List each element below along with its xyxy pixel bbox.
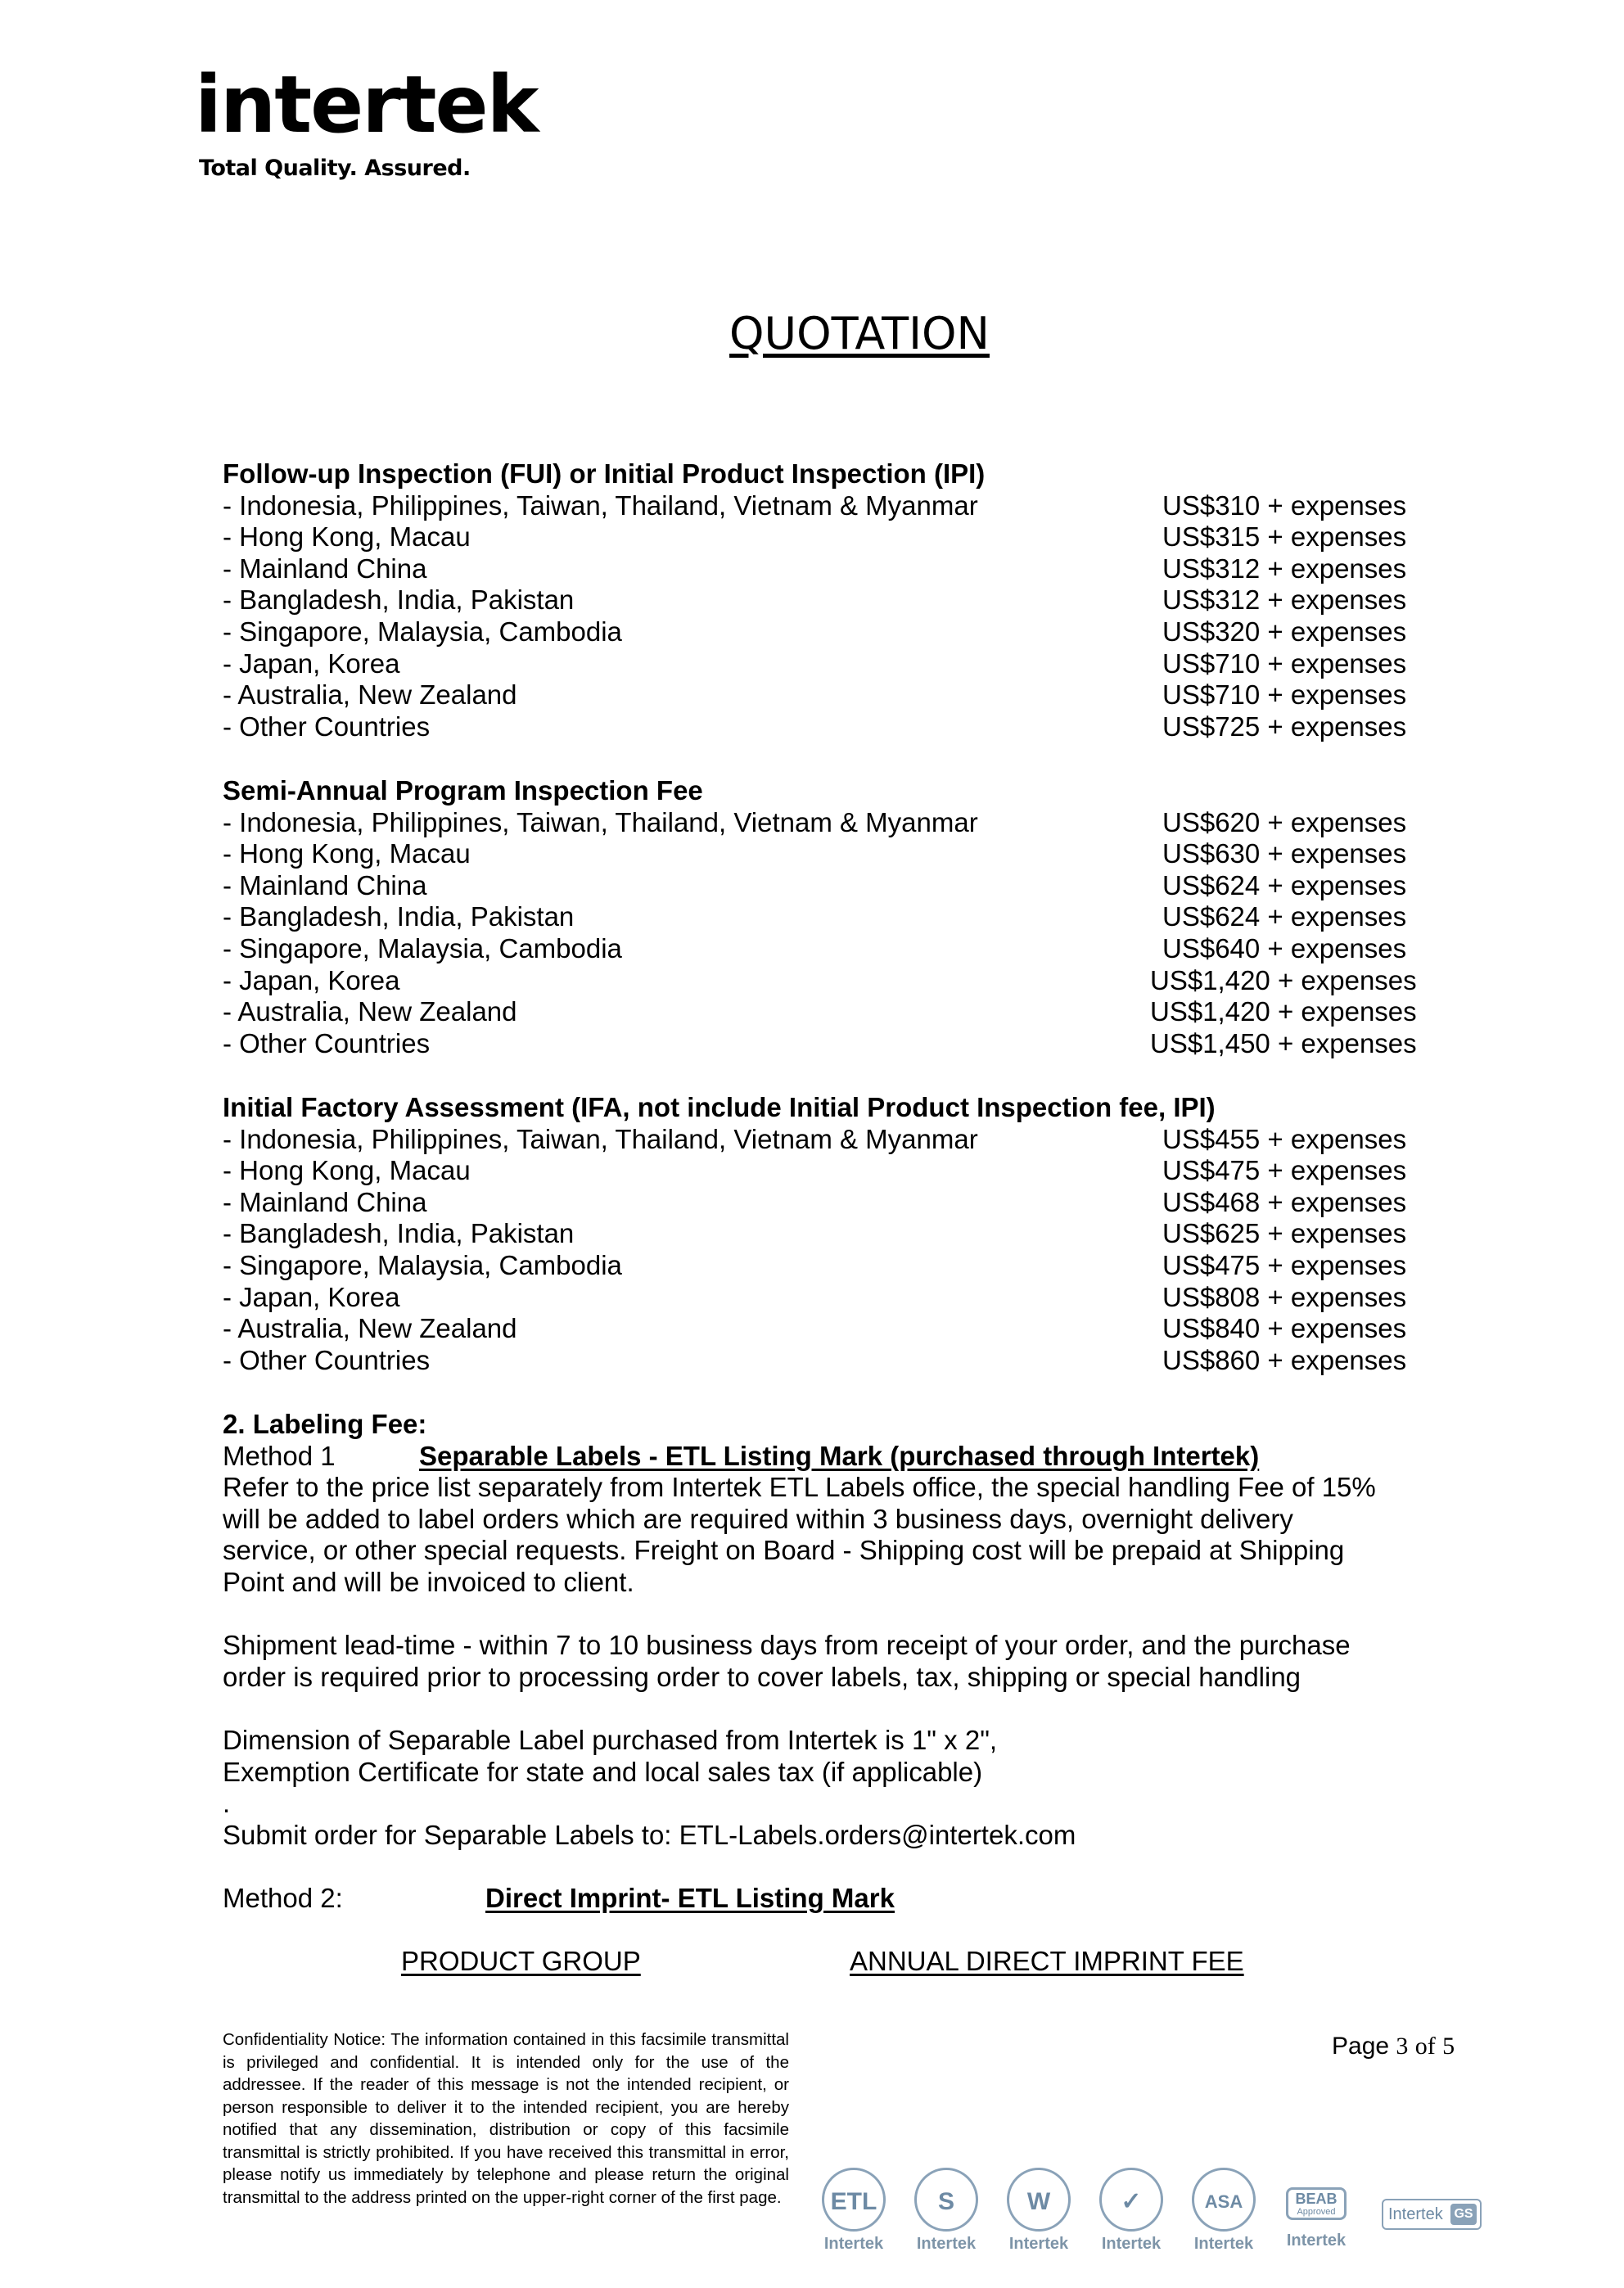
s-mark-icon: S bbox=[914, 2168, 978, 2232]
country-label: - Hong Kong, Macau bbox=[223, 1155, 471, 1186]
country-label: - Indonesia, Philippines, Taiwan, Thailand, Vietnam & Myanmar bbox=[223, 490, 978, 521]
price-value: US$1,450 + expenses bbox=[1150, 1027, 1417, 1058]
price-value: US$620 + expenses bbox=[1162, 806, 1407, 837]
table-row bbox=[223, 996, 1434, 1028]
table-row bbox=[223, 807, 1434, 839]
country-label: - Mainland China bbox=[223, 1186, 427, 1217]
section-heading: Semi-Annual Program Inspection Fee bbox=[223, 775, 703, 806]
table-row bbox=[223, 901, 1434, 933]
page-prefix: Page bbox=[1332, 2033, 1390, 2060]
beab-mark-text: BEAB bbox=[1295, 2191, 1338, 2207]
table-row bbox=[223, 1313, 1434, 1345]
gs-cert-logo bbox=[1382, 2199, 1482, 2230]
country-label: - Singapore, Malaysia, Cambodia bbox=[223, 616, 622, 647]
wh-cert-logo bbox=[1002, 2168, 1076, 2254]
cert-label: Intertek bbox=[823, 2235, 884, 2253]
table-row bbox=[223, 1282, 1434, 1314]
table-row bbox=[223, 679, 1434, 711]
text-line: will be added to label orders which are required within 3 business days, overnight delivery bbox=[223, 1503, 1293, 1534]
section-follow-up-inspection bbox=[223, 458, 1434, 742]
price-value: US$312 + expenses bbox=[1162, 584, 1407, 616]
country-label: - Hong Kong, Macau bbox=[223, 838, 471, 869]
checkmark-icon: ✓ bbox=[1099, 2168, 1163, 2232]
text-line: order is required prior to processing order to cover labels, tax, shipping or special handling bbox=[223, 1661, 1301, 1692]
column-header-product-group: PRODUCT GROUP bbox=[401, 1946, 641, 1976]
price-value: US$624 + expenses bbox=[1162, 869, 1407, 900]
cert-label: Intertek bbox=[1286, 2232, 1347, 2250]
wh-mark-icon: W bbox=[1007, 2168, 1071, 2232]
page-current: 3 bbox=[1396, 2033, 1409, 2060]
dimension-paragraph bbox=[223, 1725, 997, 1820]
country-label: - Japan, Korea bbox=[223, 648, 400, 679]
country-label: - Bangladesh, India, Pakistan bbox=[223, 584, 575, 616]
table-row bbox=[223, 521, 1434, 553]
beab-cert-logo bbox=[1279, 2168, 1353, 2250]
cert-label: Intertek bbox=[1101, 2235, 1162, 2253]
quality-performance-cert-logo bbox=[1094, 2168, 1168, 2254]
table-row bbox=[223, 616, 1434, 648]
price-value: US$624 + expenses bbox=[1162, 901, 1407, 932]
text-line: service, or other special requests. Freight on Board - Shipping cost will be prepaid at Shipping bbox=[223, 1535, 1345, 1566]
table-row bbox=[223, 1250, 1434, 1282]
section-heading: Initial Factory Assessment (IFA, not include Initial Product Inspection fee, IPI) bbox=[223, 1092, 1216, 1122]
method1-title: Separable Labels - ETL Listing Mark (purchased through Intertek) bbox=[419, 1441, 1260, 1471]
confidentiality-notice: Confidentiality Notice: The information contained in this facsimile transmittal is privileged and confidential. It is intended only for the use of the addressee. If the reader of this message is not the intended recipient, or person responsible to deliver it to the intended recipient, you are hereby notified that any dissemination, distribution or copy of this facsimile transmittal is strictly prohibited. If you have received this transmittal in error, please notify us immediately by telephone and please return the original transmittal to the address printed on the upper-right corner of the first page. bbox=[223, 2030, 789, 2207]
country-label: - Mainland China bbox=[223, 869, 427, 900]
price-value: US$640 + expenses bbox=[1162, 932, 1407, 963]
text-line: Exemption Certificate for state and local sales tax (if applicable) bbox=[223, 1756, 983, 1787]
price-value: US$1,420 + expenses bbox=[1150, 996, 1417, 1027]
table-row bbox=[223, 584, 1434, 616]
submit-order-line: Submit order for Separable Labels to: ETL-Labels.orders@intertek.com bbox=[223, 1820, 1076, 1850]
s-cert-logo bbox=[909, 2168, 983, 2254]
labels-price-paragraph bbox=[223, 1472, 1376, 1598]
column-header-annual-fee: ANNUAL DIRECT IMPRINT FEE bbox=[850, 1946, 1244, 1976]
country-label: - Australia, New Zealand bbox=[223, 679, 517, 711]
table-row bbox=[223, 553, 1434, 585]
page-of: of bbox=[1414, 2033, 1436, 2060]
price-value: US$312 + expenses bbox=[1162, 553, 1407, 584]
country-label: - Japan, Korea bbox=[223, 1281, 400, 1312]
price-value: US$475 + expenses bbox=[1162, 1155, 1407, 1186]
price-value: US$625 + expenses bbox=[1162, 1218, 1407, 1249]
price-value: US$468 + expenses bbox=[1162, 1186, 1407, 1217]
price-value: US$860 + expenses bbox=[1162, 1344, 1407, 1375]
section-semi-annual-program bbox=[223, 775, 1434, 1059]
table-row bbox=[223, 1345, 1434, 1377]
beab-approved-text: Approved bbox=[1297, 2207, 1336, 2217]
beab-mark-icon bbox=[1286, 2187, 1347, 2220]
asa-mark-icon: ASA bbox=[1192, 2168, 1256, 2232]
price-value: US$475 + expenses bbox=[1162, 1249, 1407, 1280]
page-title: QUOTATION bbox=[729, 308, 990, 359]
section-initial-factory-assessment bbox=[223, 1092, 1434, 1376]
country-label: - Bangladesh, India, Pakistan bbox=[223, 1218, 575, 1249]
price-value: US$840 + expenses bbox=[1162, 1313, 1407, 1344]
country-label: - Australia, New Zealand bbox=[223, 996, 517, 1027]
price-value: US$1,420 + expenses bbox=[1150, 964, 1417, 995]
table-row bbox=[223, 490, 1434, 522]
intertek-logo-wordmark: intertek bbox=[195, 59, 538, 151]
cert-label: Intertek bbox=[1008, 2235, 1069, 2253]
shipment-leadtime-paragraph bbox=[223, 1630, 1351, 1693]
etl-cert-logo bbox=[817, 2168, 891, 2254]
country-label: - Indonesia, Philippines, Taiwan, Thailand, Vietnam & Myanmar bbox=[223, 1123, 978, 1154]
country-label: - Singapore, Malaysia, Cambodia bbox=[223, 932, 622, 963]
cert-label: Intertek bbox=[1193, 2235, 1254, 2253]
table-row bbox=[223, 1028, 1434, 1060]
country-label: - Other Countries bbox=[223, 1344, 431, 1375]
price-value: US$455 + expenses bbox=[1162, 1123, 1407, 1154]
table-row bbox=[223, 965, 1434, 997]
price-value: US$725 + expenses bbox=[1162, 711, 1407, 742]
table-row bbox=[223, 711, 1434, 743]
labeling-fee-heading: 2. Labeling Fee: bbox=[223, 1409, 427, 1439]
table-row bbox=[223, 1124, 1434, 1156]
table-row bbox=[223, 648, 1434, 680]
table-row bbox=[223, 933, 1434, 965]
method2-label: Method 2: bbox=[223, 1883, 343, 1913]
section-heading: Follow-up Inspection (FUI) or Initial Product Inspection (IPI) bbox=[223, 458, 986, 489]
country-label: - Other Countries bbox=[223, 1027, 431, 1058]
price-value: US$310 + expenses bbox=[1162, 490, 1407, 521]
country-label: - Mainland China bbox=[223, 553, 427, 584]
country-label: - Japan, Korea bbox=[223, 964, 400, 995]
country-label: - Australia, New Zealand bbox=[223, 1313, 517, 1344]
gs-label: Intertek bbox=[1388, 2205, 1443, 2223]
text-line: Point and will be invoiced to client. bbox=[223, 1566, 634, 1597]
text-line: Shipment lead-time - within 7 to 10 business days from receipt of your order, and the purchase bbox=[223, 1630, 1351, 1660]
country-label: - Hong Kong, Macau bbox=[223, 521, 471, 553]
method2-title: Direct Imprint- ETL Listing Mark bbox=[485, 1883, 895, 1913]
table-row bbox=[223, 1218, 1434, 1250]
etl-mark-icon: ETL bbox=[822, 2168, 886, 2232]
gs-mark-icon: GS bbox=[1450, 2204, 1477, 2225]
table-row bbox=[223, 1155, 1434, 1187]
price-value: US$630 + expenses bbox=[1162, 838, 1407, 869]
price-value: US$710 + expenses bbox=[1162, 648, 1407, 679]
text-line: Refer to the price list separately from Intertek ETL Labels office, the special handling Fee of 15% bbox=[223, 1472, 1376, 1502]
table-row bbox=[223, 838, 1434, 870]
table-row bbox=[223, 870, 1434, 902]
price-value: US$808 + expenses bbox=[1162, 1281, 1407, 1312]
country-label: - Singapore, Malaysia, Cambodia bbox=[223, 1249, 622, 1280]
asa-cert-logo bbox=[1187, 2168, 1261, 2254]
country-label: - Indonesia, Philippines, Taiwan, Thailand, Vietnam & Myanmar bbox=[223, 806, 978, 837]
country-label: - Other Countries bbox=[223, 711, 431, 742]
page-number bbox=[1332, 2033, 1455, 2060]
logo-tagline: Total Quality. Assured. bbox=[199, 156, 471, 181]
method1-label: Method 1 bbox=[223, 1441, 336, 1471]
text-line: Dimension of Separable Label purchased from Intertek is 1" x 2", bbox=[223, 1725, 998, 1755]
price-value: US$315 + expenses bbox=[1162, 521, 1407, 553]
country-label: - Bangladesh, India, Pakistan bbox=[223, 901, 575, 932]
price-value: US$320 + expenses bbox=[1162, 616, 1407, 647]
cert-label: Intertek bbox=[916, 2235, 977, 2253]
text-line: . bbox=[223, 1788, 231, 1819]
price-value: US$710 + expenses bbox=[1162, 679, 1407, 711]
table-row bbox=[223, 1187, 1434, 1219]
page-total: 5 bbox=[1442, 2033, 1455, 2060]
